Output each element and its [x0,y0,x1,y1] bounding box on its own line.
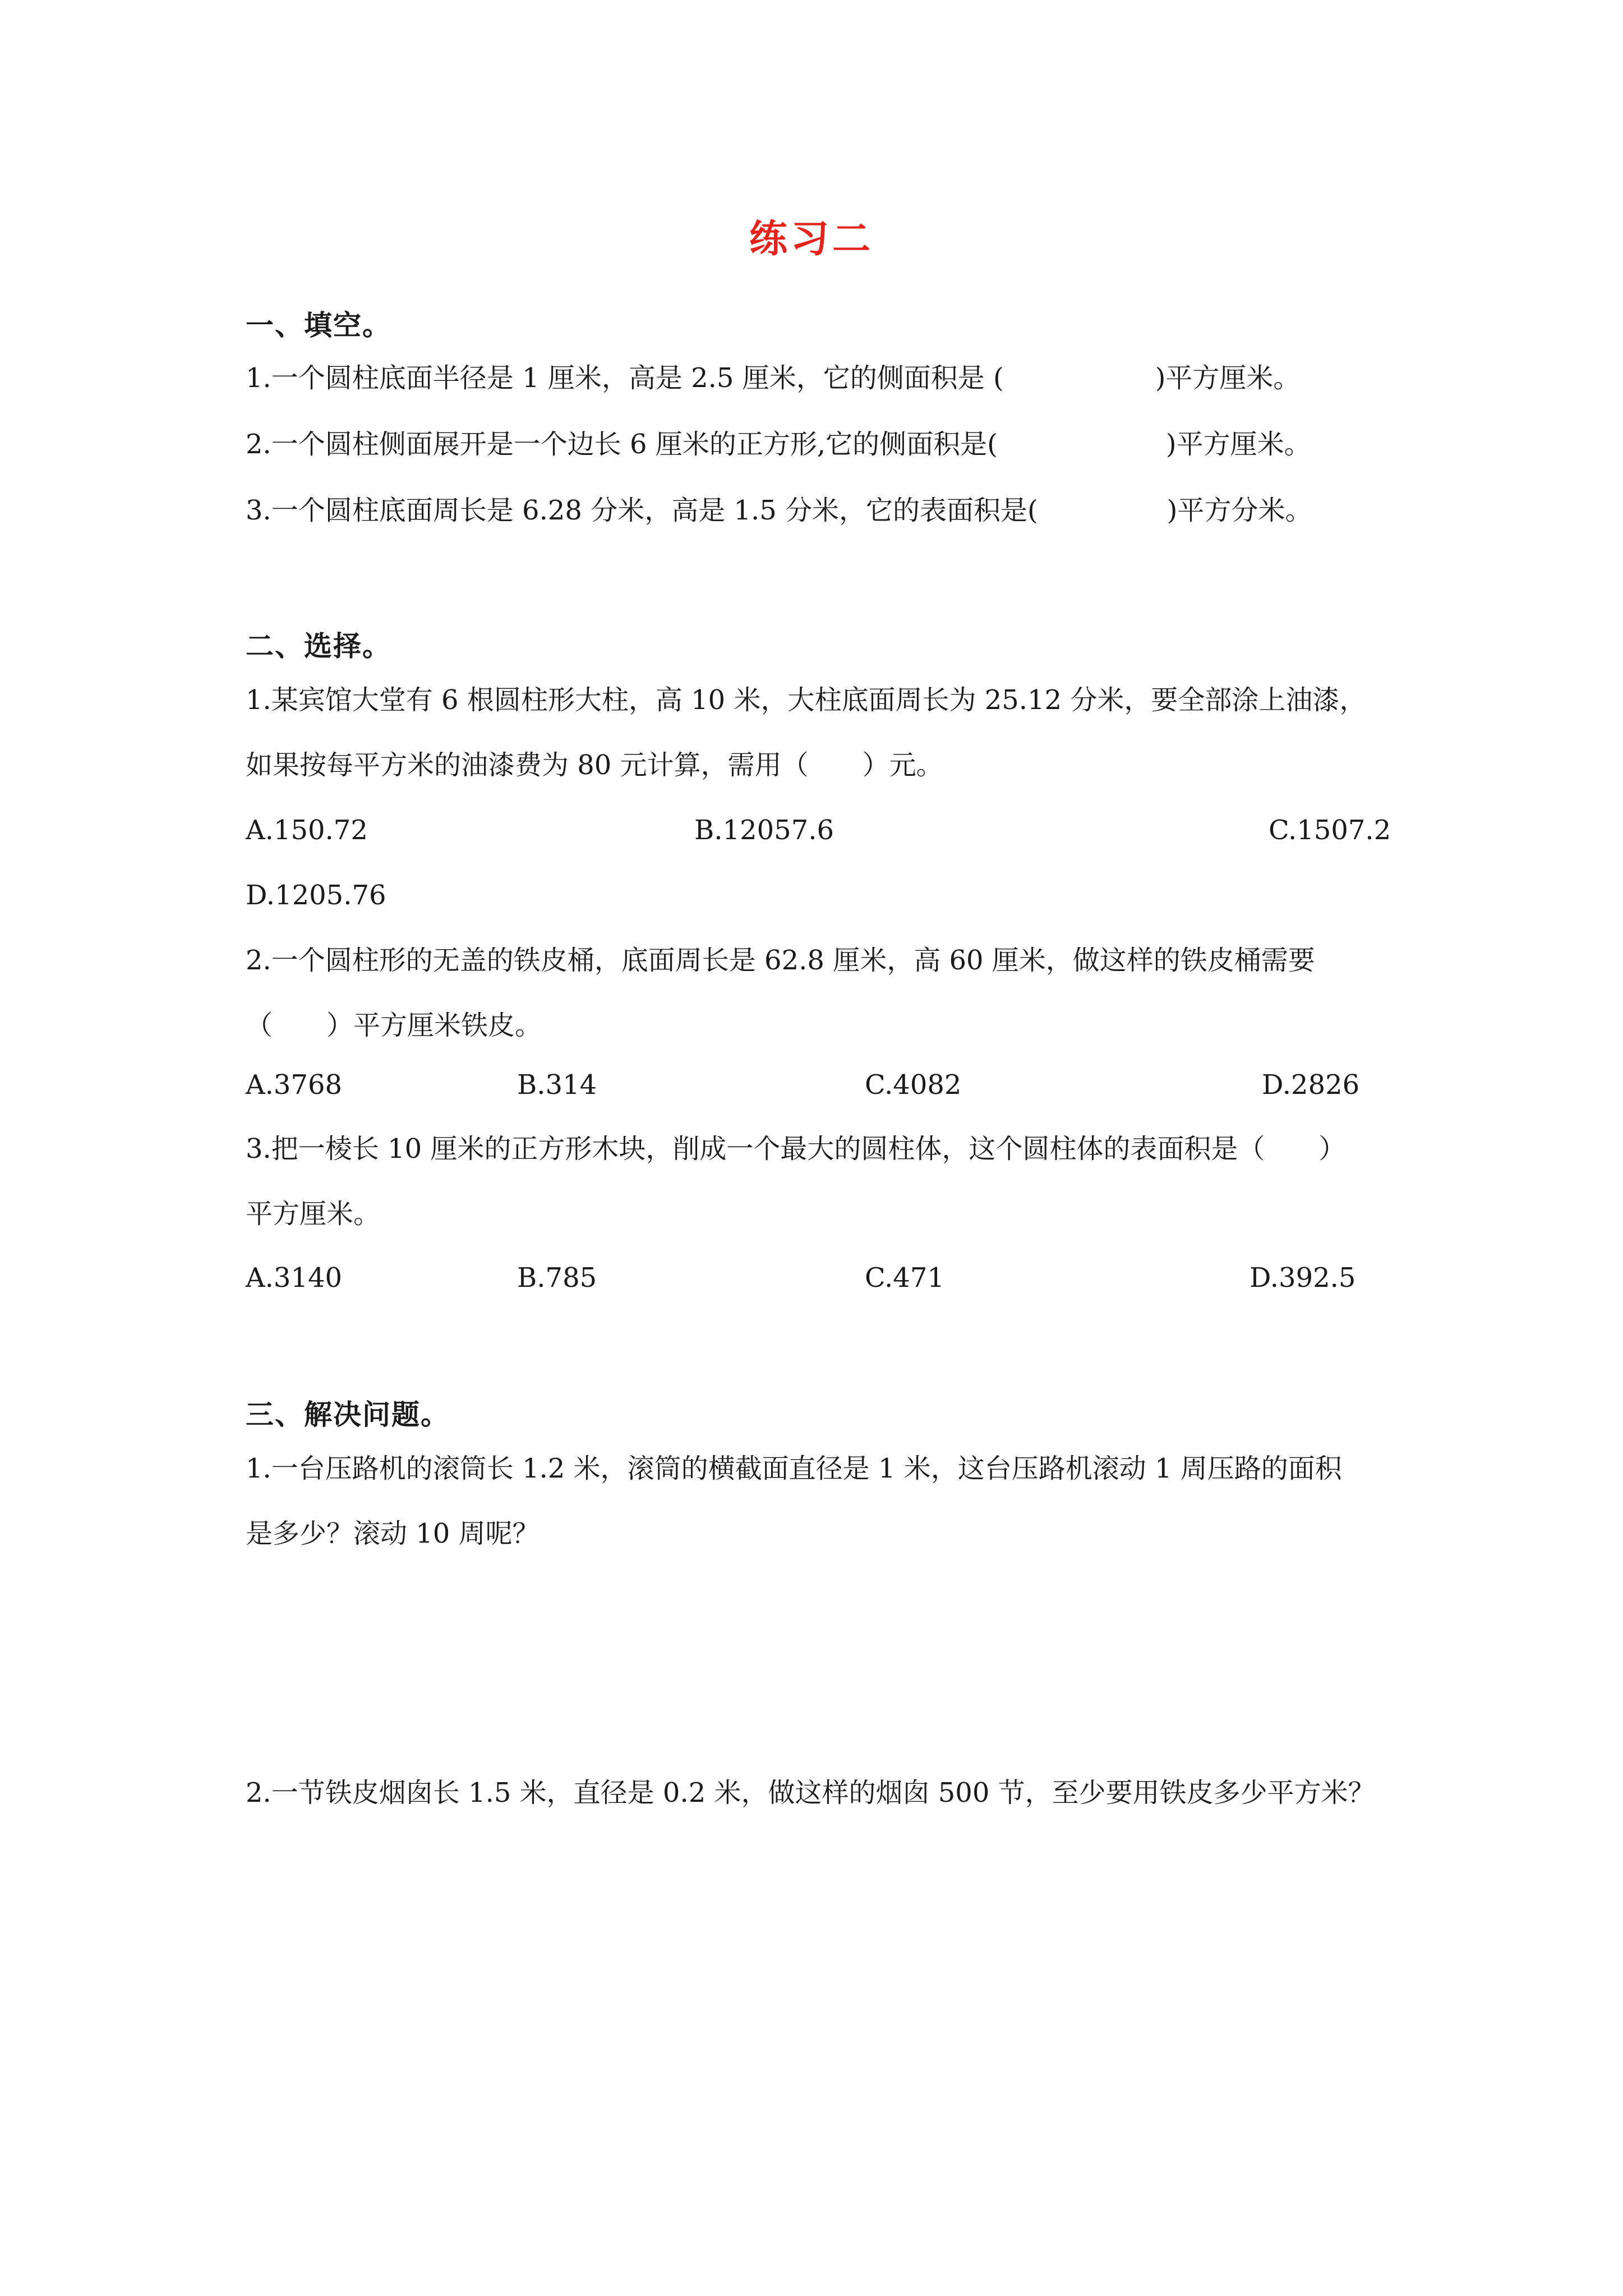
choice-question-1-line-2: 如果按每平方米的油漆费为 80 元计算，需用（ ）元。 [246,749,943,781]
section-heading-problems: 三、解决问题。 [246,1398,450,1431]
choice-option-a: A.3140 [246,1262,343,1294]
problem-1-line-2: 是多少？滚动 10 周呢？ [246,1518,540,1549]
choice-option-a: A.3768 [246,1069,343,1101]
section-heading-choice: 二、选择。 [246,630,391,662]
choice-option-b: B.785 [517,1262,597,1294]
choice-option-d: D.2826 [1262,1069,1360,1101]
choice-option-c: C.4082 [865,1069,962,1101]
question-text: )平方厘米。 [1155,362,1301,394]
question-text: 1.一个圆柱底面半径是 1 厘米，高是 2.5 厘米，它的侧面积是 ( [246,362,1004,394]
choice-option-d: D.392.5 [1249,1262,1356,1294]
fill-question-3 [246,494,1312,527]
question-text: 3.一个圆柱底面周长是 6.28 分米，高是 1.5 分米，它的表面积是( [246,495,1038,526]
choice-option-c: C.471 [865,1262,944,1294]
problem-1-line-1: 1.一台压路机的滚筒长 1.2 米，滚筒的横截面直径是 1 米，这台压路机滚动 1 周压路的面积 [246,1453,1342,1484]
page-title: 练习二 [749,217,874,261]
choice-option-a: A.150.72 [246,815,368,846]
choice-option-b: B.12057.6 [694,815,834,846]
question-text: )平方厘米。 [1165,429,1311,460]
choice-option-b: B.314 [517,1069,597,1101]
choice-question-1-line-1: 1.某宾馆大堂有 6 根圆柱形大柱，高 10 米，大柱底面周长为 25.12 分米，要全部涂上油漆， [246,684,1367,716]
fill-question-2 [246,427,1311,461]
problem-2-line-1: 2.一节铁皮烟囱长 1.5 米，直径是 0.2 米，做这样的烟囱 500 节，至少要用铁皮多少平方米？ [246,1777,1375,1809]
question-text: )平方分米。 [1166,495,1312,526]
section-heading-fill-blank: 一、填空。 [246,309,391,342]
choice-question-2-line-1: 2.一个圆柱形的无盖的铁皮桶，底面周长是 62.8 厘米，高 60 厘米，做这样的铁皮桶需要 [246,945,1315,976]
choice-option-c: C.1507.2 [1269,815,1391,846]
choice-question-3-line-1: 3.把一棱长 10 厘米的正方形木块，削成一个最大的圆柱体，这个圆柱体的表面积是（ ） [246,1133,1346,1165]
question-text: 2.一个圆柱侧面展开是一个边长 6 厘米的正方形,它的侧面积是( [246,429,998,460]
fill-question-1 [246,361,1300,395]
choice-option-d: D.1205.76 [246,880,386,911]
choice-question-3-line-2: 平方厘米。 [246,1198,381,1230]
choice-question-2-line-2: （ ）平方厘米铁皮。 [246,1010,542,1041]
